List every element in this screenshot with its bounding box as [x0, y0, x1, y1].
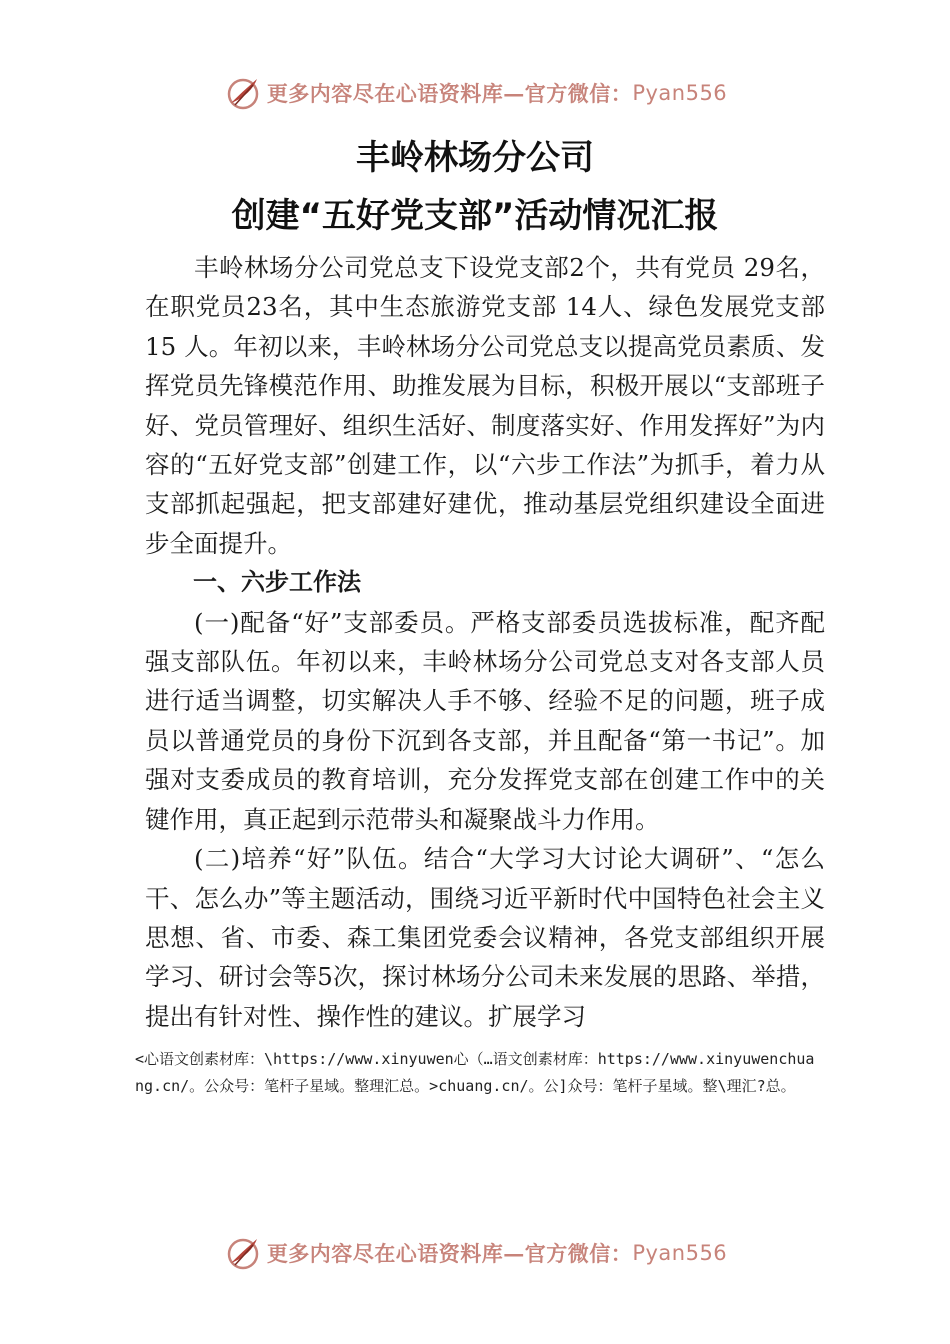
- document-title-line2: 创建“五好党支部”活动情况汇报: [231, 196, 719, 236]
- document-title-line1: 丰岭林场分公司: [356, 138, 594, 178]
- item-paragraph-1: (一)配备“好”支部委员。严格支部委员选拔标准，配齐配强支部队伍。年初以来，丰岭林场分公司党总支对各支部人员进行适当调整，切实解决人手不够、经验不足的问题，班子成员以普通党员的身份下沉到各支部，并且配备“第一书记”。加强对支委成员的教育培训，充分发挥党支部在创建工作中的关键作用，真正起到示范带头和凝聚战斗力作用。: [145, 607, 825, 834]
- section-heading: 一、六步工作法: [193, 568, 361, 597]
- document-body: [145, 248, 825, 1036]
- header-watermark-banner: [0, 72, 950, 114]
- quill-logo-icon: [223, 1233, 263, 1273]
- footnote-watermark: <心语文创素材库：\https://www.xinyuwen心（…语文创素材库：https://www.xinyuwenchuang.cn/。公众号：笔杆子星域。整理汇总。>chuang.cn/。公]众号：笔杆子星域。整\理汇?总。: [135, 1050, 815, 1095]
- intro-paragraph: 丰岭林场分公司党总支下设党支部2个，共有党员 29名，在职党员23名，其中生态旅游党支部 14人、绿色发展党支部15 人。年初以来，丰岭林场分公司党总支以提高党员素质、发挥党员先锋模范作用、助推发展为目标，积极开展以“支部班子好、党员管理好、组织生活好、制度落实好、作用发挥好”为内容的“五好党支部”创建工作，以“六步工作法”为抓手，着力从支部抓起强起，把支部建好建优，推动基层党组织建设全面进步全面提升。: [145, 253, 825, 558]
- banner-text: 更多内容尽在心语资料库—官方微信：: [266, 1241, 633, 1266]
- item-paragraph-2: (二)培养“好”队伍。结合“大学习大讨论大调研”、“怎么干、怎么办”等主题活动，围绕习近平新时代中国特色社会主义思想、省、市委、森工集团党委会议精神，各党支部组织开展学习、研讨会等5次，探讨林场分公司未来发展的思路、举措，提出有针对性、操作性的建议。扩展学习: [145, 844, 825, 1031]
- banner-text: 更多内容尽在心语资料库—官方微信：: [266, 81, 633, 106]
- banner-wechat-id: Pyan556: [632, 1241, 728, 1265]
- footer-watermark-banner: [0, 1232, 950, 1274]
- banner-wechat-id: Pyan556: [632, 81, 728, 105]
- quill-logo-icon: [223, 73, 263, 113]
